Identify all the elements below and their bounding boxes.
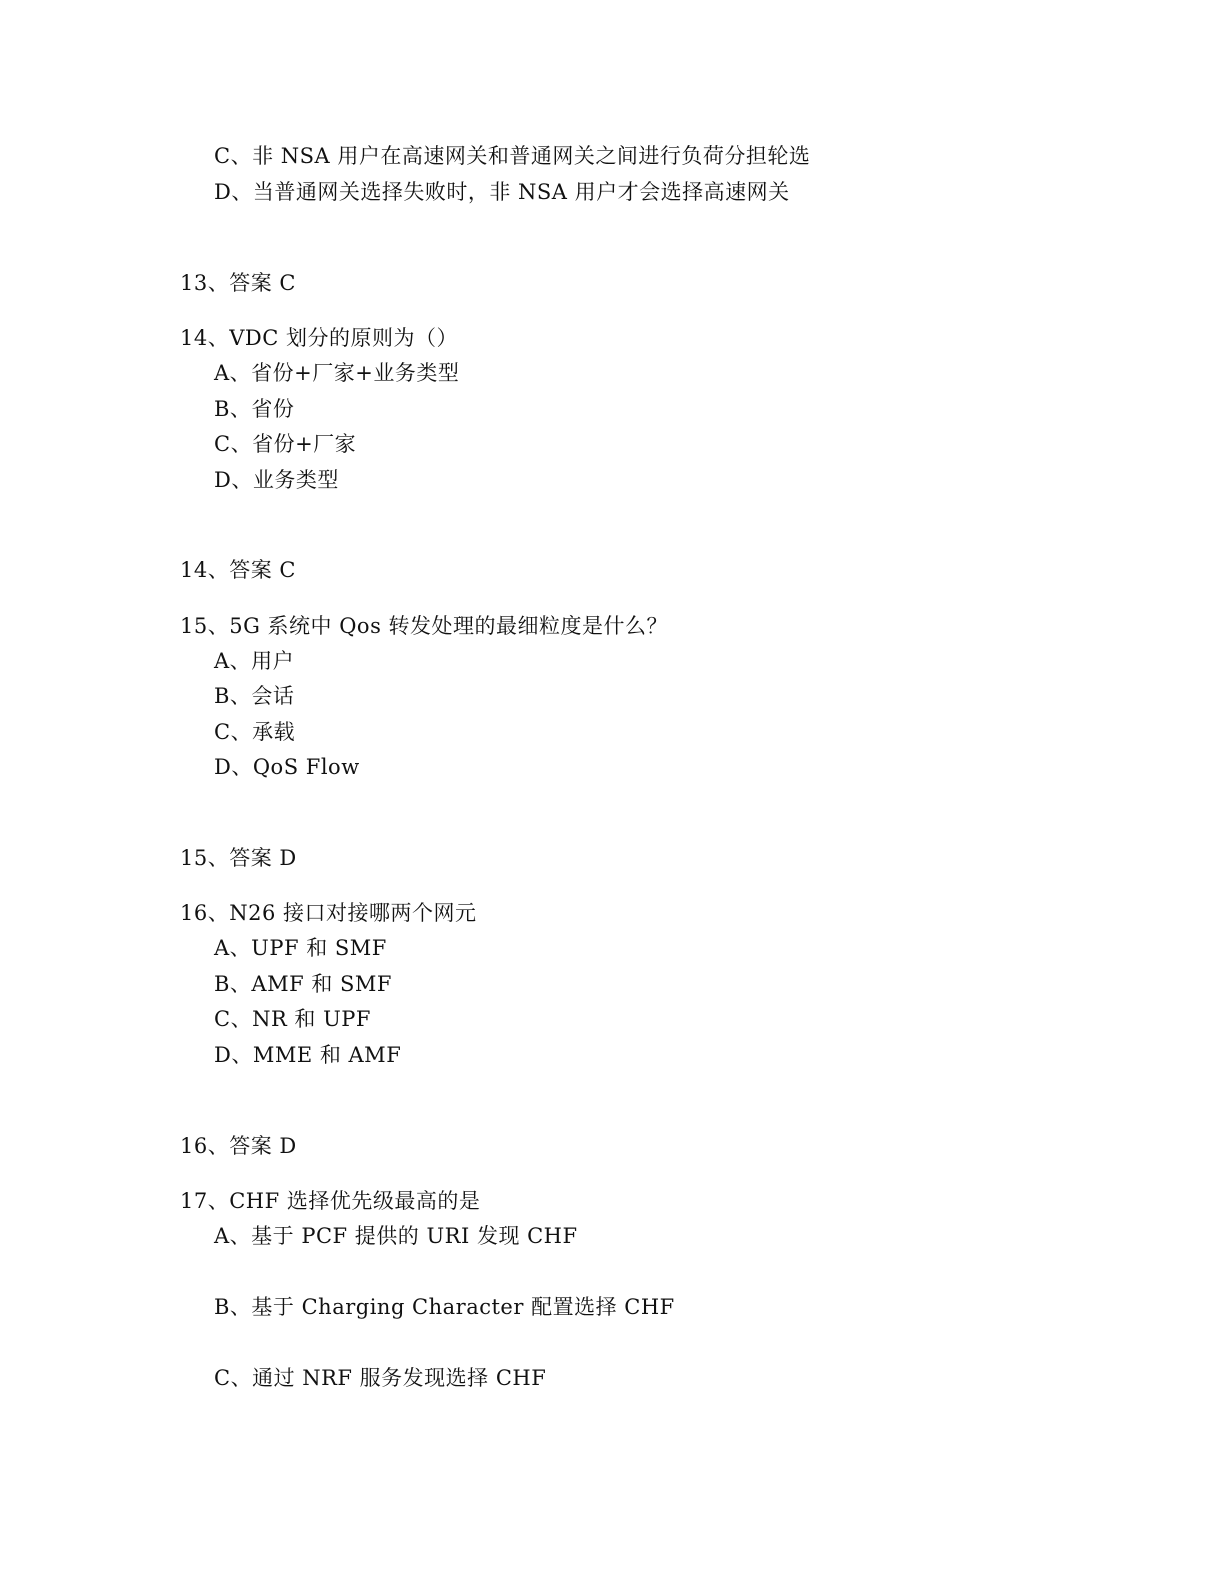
q14-option-c: C、省份+厂家: [214, 432, 357, 456]
q15-option-d: D、QoS Flow: [214, 755, 360, 779]
prev-question-option-d: D、当普通网关选择失败时，非 NSA 用户才会选择高速网关: [214, 180, 790, 204]
q17-option-a: A、基于 PCF 提供的 URI 发现 CHF: [214, 1224, 578, 1248]
question-17: 17、CHF 选择优先级最高的是: [180, 1189, 481, 1213]
q15-option-c: C、承载: [214, 720, 296, 744]
answer-16: 16、答案 D: [180, 1134, 297, 1158]
q14-option-d: D、业务类型: [214, 468, 339, 492]
answer-14: 14、答案 C: [180, 558, 296, 582]
prev-question-option-c: C、非 NSA 用户在高速网关和普通网关之间进行负荷分担轮选: [214, 144, 811, 168]
q16-option-d: D、MME 和 AMF: [214, 1043, 402, 1067]
question-15: 15、5G 系统中 Qos 转发处理的最细粒度是什么？: [180, 614, 669, 638]
q15-option-a: A、用户: [214, 649, 295, 673]
q17-option-c: C、通过 NRF 服务发现选择 CHF: [214, 1366, 547, 1390]
q14-option-b: B、省份: [214, 397, 295, 421]
q16-option-b: B、AMF 和 SMF: [214, 972, 392, 996]
q17-option-b: B、基于 Charging Character 配置选择 CHF: [214, 1295, 675, 1319]
q15-option-b: B、会话: [214, 684, 295, 708]
q16-option-a: A、UPF 和 SMF: [214, 936, 387, 960]
q14-option-a: A、省份+厂家+业务类型: [214, 361, 460, 385]
q16-option-c: C、NR 和 UPF: [214, 1007, 372, 1031]
question-16: 16、N26 接口对接哪两个网元: [180, 901, 477, 925]
answer-15: 15、答案 D: [180, 846, 297, 870]
question-14: 14、VDC 划分的原则为（）: [180, 326, 458, 350]
answer-13: 13、答案 C: [180, 271, 296, 295]
